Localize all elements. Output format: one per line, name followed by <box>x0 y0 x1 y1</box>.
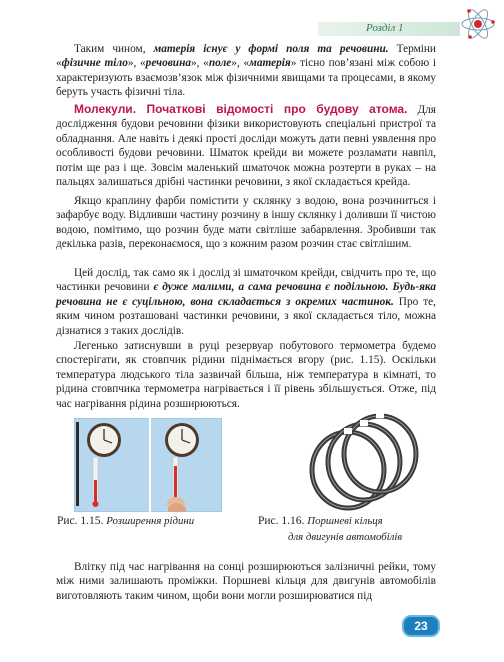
thermometer-figure <box>74 418 222 512</box>
piston-rings-figure <box>296 404 428 516</box>
section-heading: Молекули. Початкові відомості про будову атома. <box>74 102 408 116</box>
paragraph-particles: Цей дослід, так само як і дослід зі шматочком крейди, свідчить про те, що частинки речовини є дуже малими, а сама речовина є подільною. Будь-яка речовина не є суцільною, вона складається з окремих частинок. Про те, яким чином розташовані частинки речовини, з якої складається тіло, можна дізнатися з таких дослідів. <box>56 267 436 337</box>
atom-icon <box>460 6 496 42</box>
paragraph-rails: Влітку під час нагрівання на сонці розширюються залізничні рейки, тому між ними залишають проміжки. Поршневі кільця для двигунів автомобілів виготовляють таким чином, щоби вони могли розширюватися під <box>56 561 436 602</box>
section-title: Розділ 1 <box>366 22 404 34</box>
paragraph-molecules: Молекули. Початкові відомості про будову атома. Для дослідження будови речовини фізики використовують спеціальні пристрої та обладнання. Але навіть і деякі прості досліди можуть дати певні уявлення про особливості будови речовини. Шматок крейди ви можете розламати навпіл, потім ще раз і ще. Зовсім маленький шматочок можна розтерти в руках – на пальцях залишаться дрібні частинки речовини, з якої складається крейда. <box>56 102 436 189</box>
paragraph-paint-experiment: Якщо краплину фарби помістити у склянку з водою, вона розчиниться і зафарбує воду. Відливши частину розчину в іншу склянку і доливши її чистою водою, помітимо, що розчин буде мати світліше забарвлення. Зробивши так декілька разів, переконаємося, що з кожним разом розчин стає світлішим. <box>56 195 436 251</box>
figure-1-16-caption-line2: для двигунів автомобілів <box>288 531 403 543</box>
figure-1-16-caption: Рис. 1.16. Поршневі кільця <box>258 515 383 527</box>
paragraph-thermometer: Легенько затиснувши в руці резервуар побутового термометра будемо спостерігати, як стовпчик рідини піднімається вгору (рис. 1.15). Оскільки температура людського тіла зазвичай більша, ніж температура в кімнаті, то рідина стовпчика термометра нагрівається і її рівень збільшується. Отже, під час нагрівання рідина розширюються. <box>56 340 436 410</box>
paragraph-matter-forms: Таким чином, матерія існує у формі поля та речовини. Терміни «фізичне тіло», «речовина», «поле», «матерія» тісно пов’язані між собою і характеризують взаємозв’язок між фізичними явищами та процесами, в якому беруть участь фізичні тіла. <box>56 43 437 99</box>
figure-1-15-caption: Рис. 1.15. Розширення рідини <box>57 515 195 527</box>
page-number-badge: 23 <box>402 615 440 637</box>
